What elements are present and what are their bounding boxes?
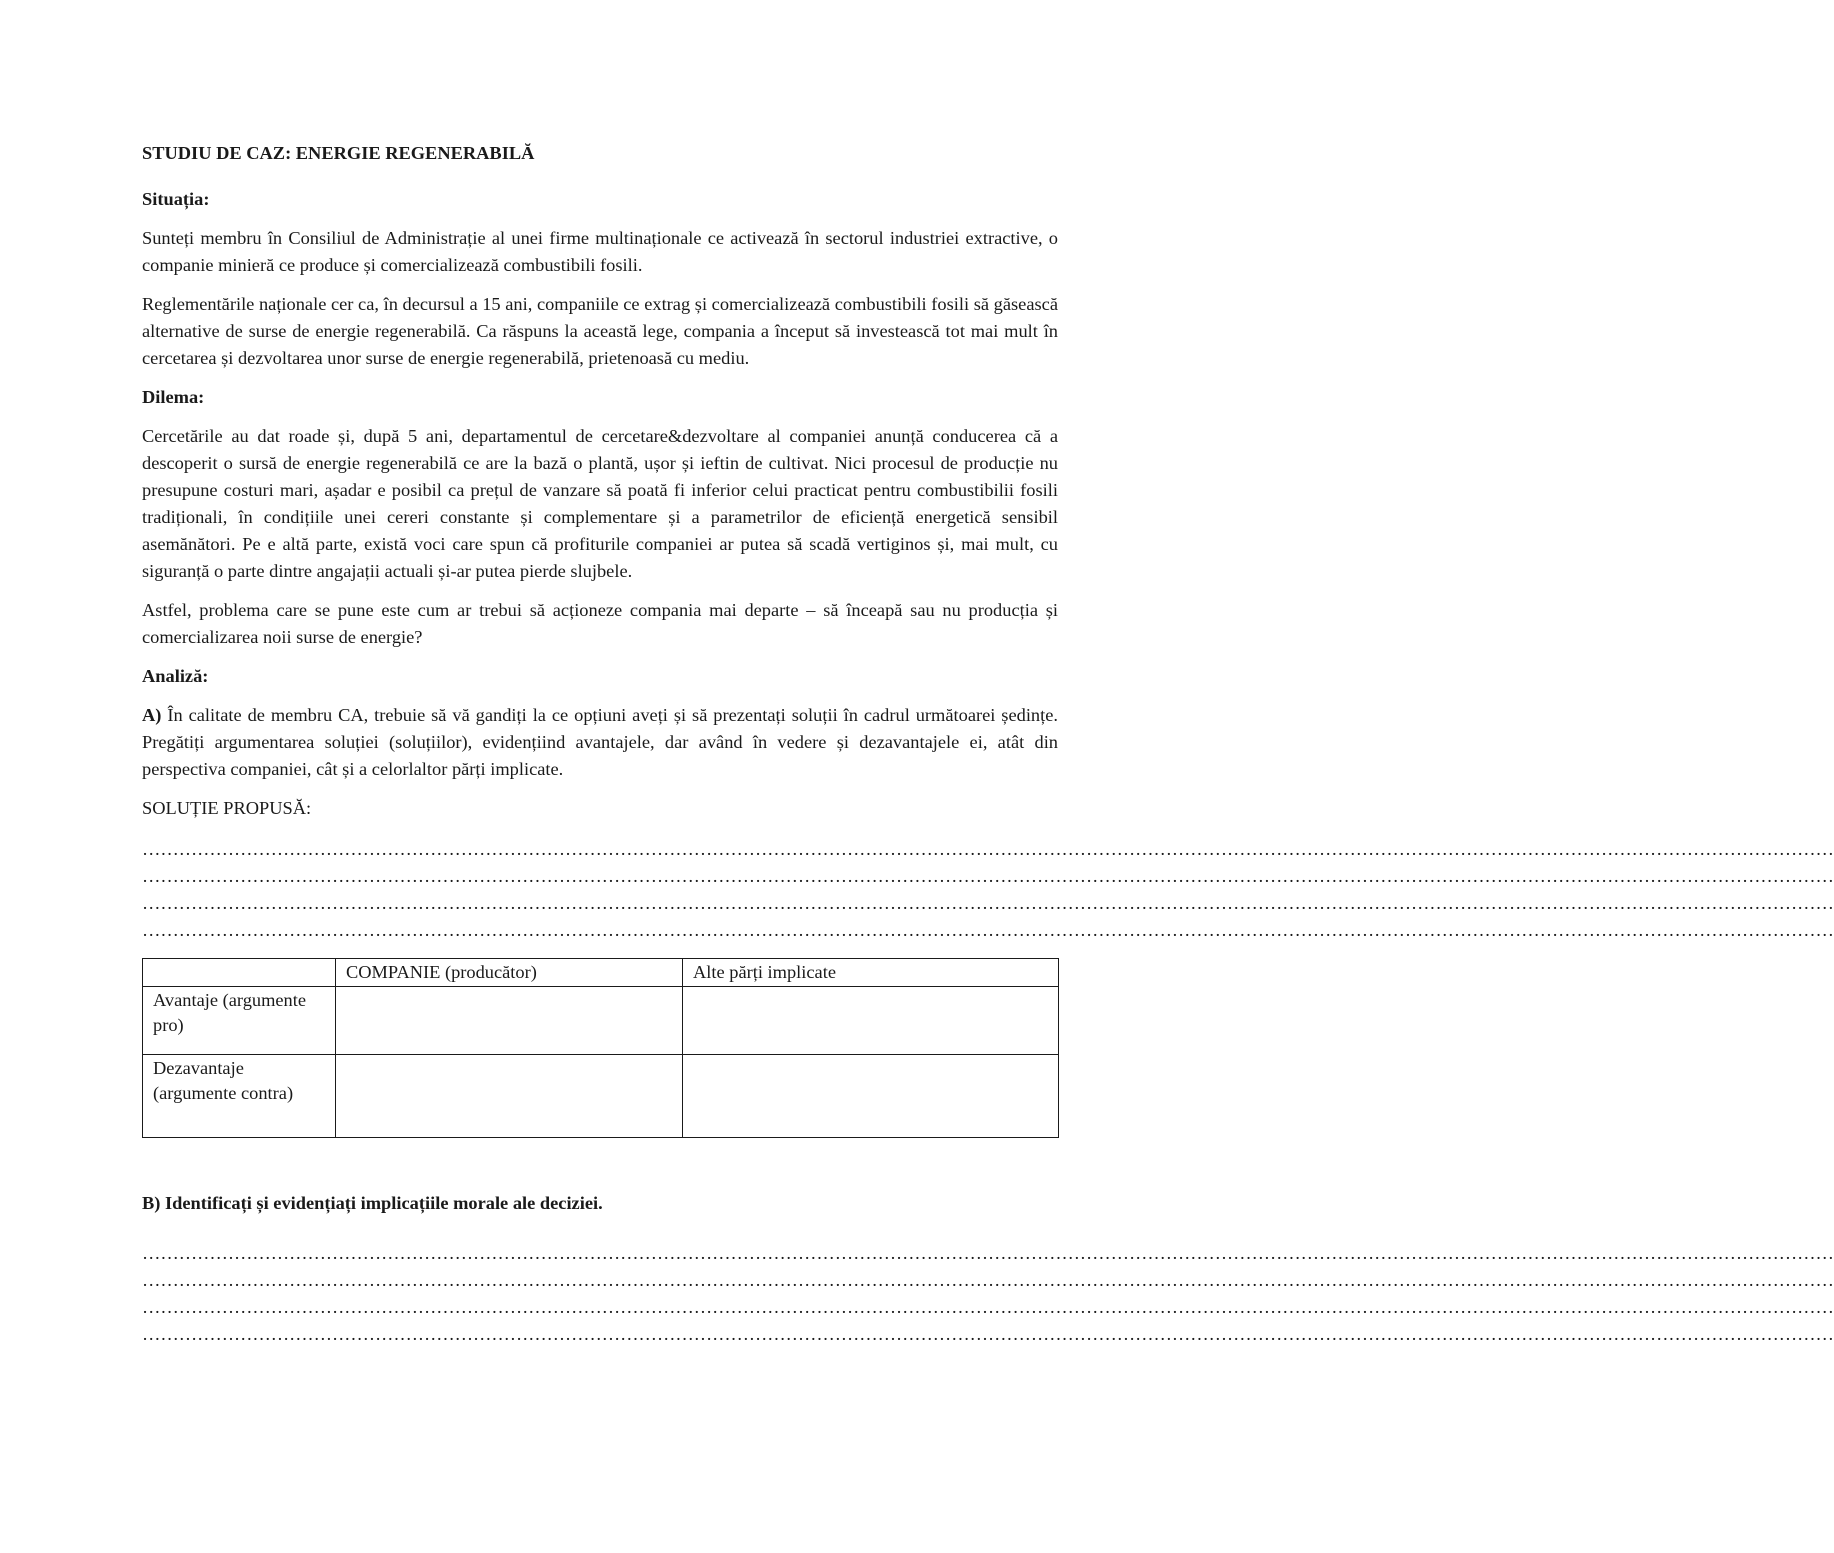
cell-dezavantaje-other[interactable] [683, 1055, 1059, 1138]
answer-line[interactable]: …………………………………………………………………………………………………………………………………………………………………………………………………………………………………………………… [142, 1270, 1834, 1290]
answer-line[interactable]: …………………………………………………………………………………………………………………………………………………………………………………………………………………………………………………… [142, 866, 1834, 886]
situatia-heading: Situația: [142, 189, 210, 209]
row-label-dezavantaje: Dezavantaje (argumente contra) [143, 1055, 336, 1138]
table-header-other-parties: Alte părți implicate [683, 959, 1059, 987]
table-header-company: COMPANIE (producător) [336, 959, 683, 987]
pro-contra-table [142, 958, 1059, 1138]
answer-line[interactable]: …………………………………………………………………………………………………………………………………………………………………………………………………………………………………………………… [142, 1324, 1834, 1344]
solution-label: SOLUȚIE PROPUSĂ: [142, 798, 312, 818]
task-b-heading: B) Identificați și evidențiați implicațiile morale ale deciziei. [142, 1193, 603, 1213]
table-header-empty [143, 959, 336, 987]
document-page [142, 140, 1834, 1348]
situatia-paragraph-2: Reglementările naționale cer ca, în decursul a 15 ani, companiile ce extrag și comercializează combustibili fosili să găsească alternative de surse de energie regenerabilă. Ca răspuns la această lege, compania a început să investească tot mai mult în cercetarea și dezvoltarea unor surse de energie regenerabilă, prietenoasă cu mediu. [142, 294, 1058, 368]
answer-line[interactable]: …………………………………………………………………………………………………………………………………………………………………………………………………………………………………………………… [142, 920, 1834, 940]
table-header-row [143, 959, 1059, 987]
row-label-avantaje: Avantaje (argumente pro) [143, 987, 336, 1055]
answer-line[interactable]: …………………………………………………………………………………………………………………………………………………………………………………………………………………………………………………… [142, 839, 1834, 859]
task-a-text: În calitate de membru CA, trebuie să vă gandiți la ce opțiuni aveți și să prezentați soluții în cadrul următoarei ședințe. Pregătiți argumentarea soluției (soluțiilor), evidențiind avantajele, dar având în vedere și dezavantajele ei, atât din perspectiva companiei, cât și a celorlaltor părți implicate. [142, 705, 1058, 779]
dilema-heading: Dilema: [142, 387, 205, 407]
table-row [143, 1055, 1059, 1138]
cell-dezavantaje-company[interactable] [336, 1055, 683, 1138]
cell-avantaje-other[interactable] [683, 987, 1059, 1055]
situatia-paragraph-1: Sunteți membru în Consiliul de Administrație al unei firme multinaționale ce activează în sectorul industriei extractive, o companie minieră ce produce și comercializează combustibili fosili. [142, 228, 1058, 275]
table-row [143, 987, 1059, 1055]
answer-line[interactable]: …………………………………………………………………………………………………………………………………………………………………………………………………………………………………………………… [142, 1297, 1834, 1317]
analiza-heading: Analiză: [142, 666, 209, 686]
task-a-label: A) [142, 705, 162, 725]
analiza-task-a [142, 702, 1058, 783]
dilema-paragraph-1: Cercetările au dat roade și, după 5 ani, departamentul de cercetare&dezvoltare al companiei anunță conducerea că a descoperit o sursă de energie regenerabilă ce are la bază o plantă, ușor și ieftin de cultivat. Nici procesul de producție nu presupune costuri mari, așadar e posibil ca prețul de vanzare să poată fi inferior celui practicat pentru combustibilii fosili tradiționali, în condițiile unei cereri constante și complementare și a parametrilor de eficiență energetică sensibil asemănători. Pe e altă parte, există voci care spun că profiturile companiei ar putea să scadă vertiginos și, mai mult, cu siguranță o parte dintre angajații actuali și-ar putea pierde slujbele. [142, 426, 1058, 581]
answer-line[interactable]: …………………………………………………………………………………………………………………………………………………………………………………………………………………………………………………… [142, 1243, 1834, 1263]
document-title: STUDIU DE CAZ: ENERGIE REGENERABILĂ [142, 143, 535, 163]
answer-line[interactable]: …………………………………………………………………………………………………………………………………………………………………………………………………………………………………………………… [142, 893, 1834, 913]
cell-avantaje-company[interactable] [336, 987, 683, 1055]
dilema-paragraph-2: Astfel, problema care se pune este cum ar trebui să acționeze compania mai departe – să înceapă sau nu producția și comercializarea noii surse de energie? [142, 600, 1058, 647]
